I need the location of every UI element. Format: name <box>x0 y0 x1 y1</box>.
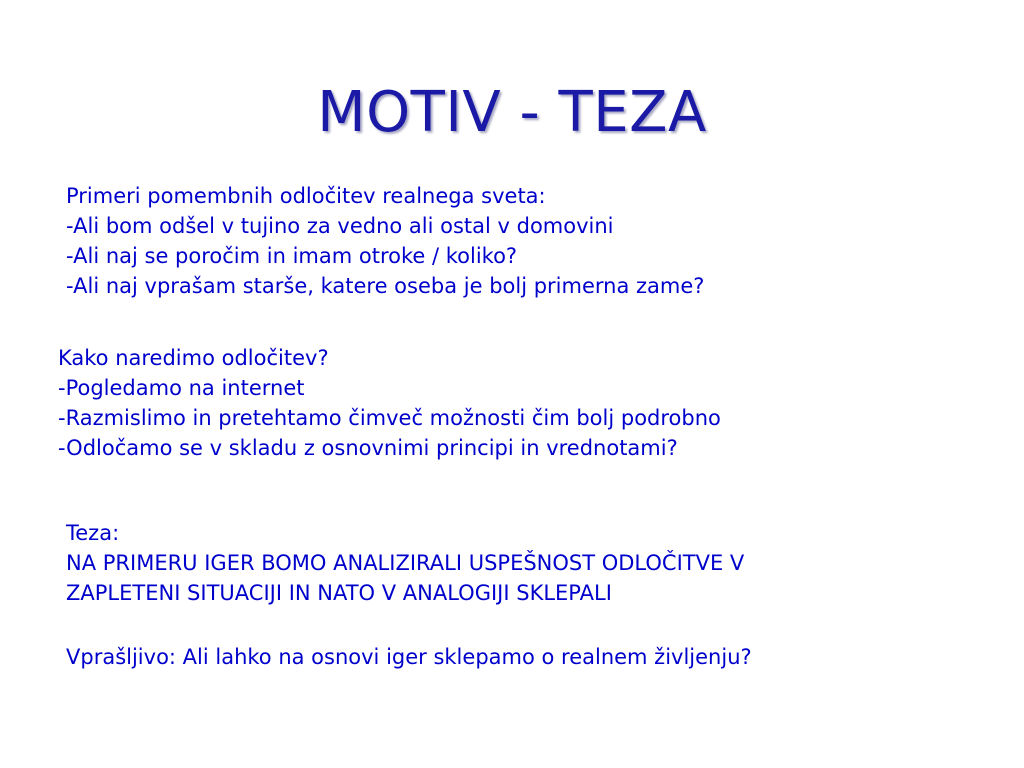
examples-item: -Ali naj se poročim in imam otroke / koliko? <box>66 244 518 268</box>
process-item: -Razmislimo in pretehtamo čimveč možnosti čim bolj podrobno <box>58 406 721 430</box>
process-item: -Pogledamo na internet <box>58 376 305 400</box>
question-block <box>66 642 752 672</box>
process-heading: Kako naredimo odločitev? <box>58 346 329 370</box>
thesis-line: ZAPLETENI SITUACIJI IN NATO V ANALOGIJI SKLEPALI <box>66 581 612 605</box>
decision-process-block <box>58 343 721 463</box>
examples-item: -Ali naj vprašam starše, katere oseba je bolj primerna zame? <box>66 274 705 298</box>
thesis-line: NA PRIMERU IGER BOMO ANALIZIRALI USPEŠNOST ODLOČITVE V <box>66 551 745 575</box>
thesis-label: Teza: <box>66 521 120 545</box>
thesis-block <box>66 518 744 608</box>
examples-block <box>66 181 704 301</box>
examples-item: -Ali bom odšel v tujino za vedno ali ostal v domovini <box>66 214 614 238</box>
slide-title: MOTIV - TEZA <box>317 80 707 145</box>
question-text: Vprašljivo: Ali lahko na osnovi iger sklepamo o realnem življenju? <box>66 645 752 669</box>
examples-heading: Primeri pomembnih odločitev realnega sveta: <box>66 184 546 208</box>
process-item: -Odločamo se v skladu z osnovnimi principi in vrednotami? <box>58 436 678 460</box>
